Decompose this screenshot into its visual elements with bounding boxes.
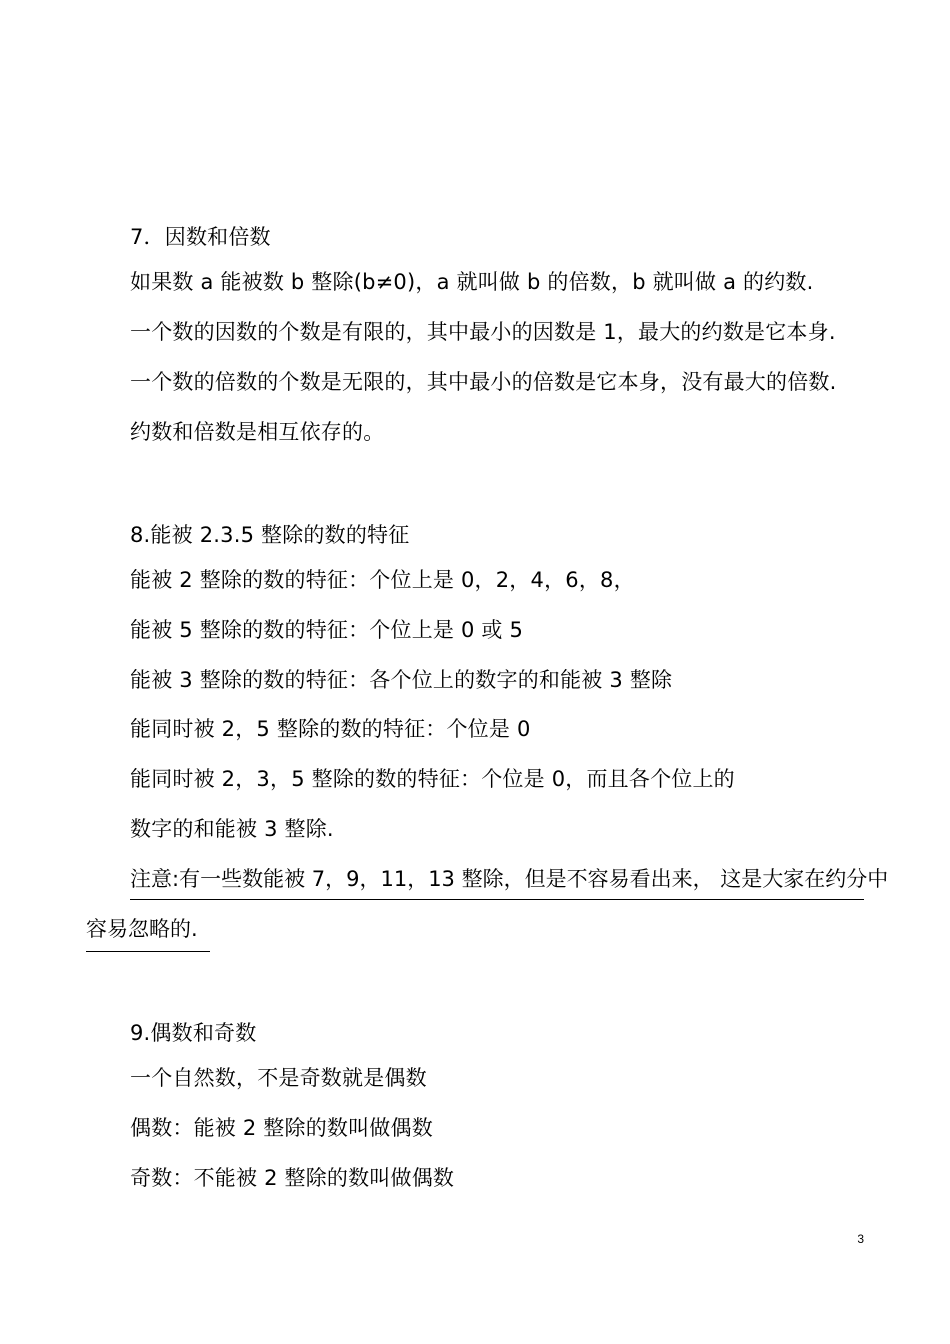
section-8-line-4: 能同时被 2，5 整除的数的特征：个位是 0 — [130, 717, 531, 741]
section-8-line-1: 能被 2 整除的数的特征：个位上是 0，2，4，6，8， — [130, 568, 635, 592]
section-9-heading: 9.偶数和奇数 — [130, 1021, 257, 1045]
section-9-line-3: 奇数：不能被 2 整除的数叫做偶数 — [130, 1166, 455, 1190]
section-7-heading: 7．因数和倍数 — [130, 225, 271, 249]
note-line-1: 注意:有一些数能被 7，9，11，13 整除，但是不容易看出来， 这是大家在约分中 — [130, 865, 864, 900]
section-9-line-1: 一个自然数，不是奇数就是偶数 — [130, 1066, 427, 1090]
section-7-line-4: 约数和倍数是相互依存的。 — [130, 420, 385, 444]
section-8-line-3: 能被 3 整除的数的特征：各个位上的数字的和能被 3 整除 — [130, 668, 673, 692]
section-7-line-1: 如果数 a 能被数 b 整除(b≠0)，a 就叫做 b 的倍数，b 就叫做 a 的约数. — [130, 270, 814, 294]
section-8-line-5: 能同时被 2，3，5 整除的数的特征：个位是 0，而且各个位上的 — [130, 767, 735, 791]
section-8-line-6: 数字的和能被 3 整除. — [130, 817, 334, 841]
section-8-heading: 8.能被 2.3.5 整除的数的特征 — [130, 523, 410, 547]
section-7-line-2: 一个数的因数的个数是有限的，其中最小的因数是 1，最大的约数是它本身. — [130, 320, 836, 344]
page-number: 3 — [857, 1232, 864, 1246]
section-7-line-3: 一个数的倍数的个数是无限的，其中最小的倍数是它本身，没有最大的倍数. — [130, 370, 837, 394]
section-9-line-2: 偶数：能被 2 整除的数叫做偶数 — [130, 1116, 433, 1140]
section-8-line-2: 能被 5 整除的数的特征：个位上是 0 或 5 — [130, 618, 524, 642]
note-line-2: 容易忽略的. — [86, 915, 210, 952]
